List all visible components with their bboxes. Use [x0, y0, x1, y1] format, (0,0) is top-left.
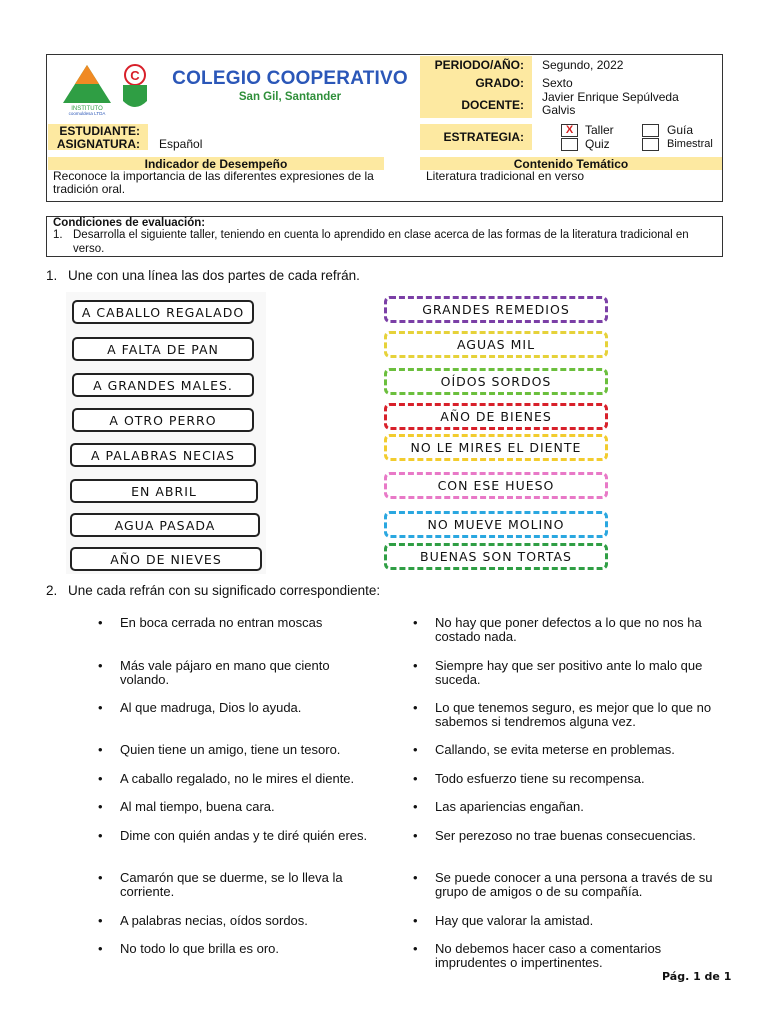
periodo-label: PERIODO/AÑO: [420, 56, 532, 74]
cooperativo-shield-icon [115, 63, 155, 113]
bullet-icon: • [98, 771, 103, 786]
school-city: San Gil, Santander [238, 91, 342, 103]
refran-right-item[interactable]: OÍDOS SORDOS [384, 368, 608, 395]
logo-text: INSTITUTO [71, 106, 103, 112]
bullet-icon: • [413, 700, 418, 715]
docente-label: DOCENTE: [420, 92, 532, 118]
meaning-left-item [98, 700, 378, 715]
taller-label: Taller [585, 123, 614, 137]
meaning-right-item [413, 870, 725, 899]
bullet-icon: • [98, 700, 103, 715]
meaning-right-item [413, 700, 725, 729]
indicador-value: Reconoce la importancia de las diferentes expresiones de la tradición oral. [53, 169, 374, 196]
meaning-right-text: Se puede conocer a una persona a través de su grupo de amigos o de su compañía. [435, 870, 713, 899]
logo-subtext: coomuldesa LTDA [68, 111, 106, 115]
meaning-right-text: No hay que poner defectos a lo que no nos ha costado nada. [435, 615, 702, 644]
meaning-left-text: Al que madruga, Dios lo ayuda. [120, 700, 302, 715]
question-1 [46, 268, 360, 283]
grado-label: GRADO: [420, 74, 532, 92]
meaning-left-text: Más vale pájaro en mano que ciento volando. [120, 658, 330, 687]
refran-right-item[interactable]: CON ESE HUESO [384, 472, 608, 499]
asignatura-value: Español [159, 136, 203, 151]
bullet-icon: • [413, 771, 418, 786]
logo-area [47, 55, 419, 121]
meaning-left-item [98, 799, 378, 814]
grado-value: Sexto [542, 75, 573, 90]
meaning-left-text: A palabras necias, oídos sordos. [120, 913, 308, 928]
refran-right-item[interactable]: NO LE MIRES EL DIENTE [384, 434, 608, 461]
quiz-label: Quiz [585, 137, 610, 151]
quiz-checkbox[interactable] [561, 138, 578, 151]
meaning-left-item [98, 870, 378, 899]
bullet-icon: • [98, 941, 103, 956]
meaning-left-item [98, 941, 378, 956]
bullet-icon: • [413, 870, 418, 885]
meaning-left-text: Dime con quién andas y te diré quién eres. [120, 828, 368, 843]
docente-value [536, 91, 722, 116]
bullet-icon: • [98, 828, 103, 843]
contenido-label: Contenido Temático [420, 157, 722, 170]
bimestral-label: Bimestral [667, 138, 713, 150]
bullet-icon: • [98, 658, 103, 673]
meaning-left-item [98, 828, 378, 843]
bullet-icon: • [413, 742, 418, 757]
school-name: COLEGIO COOPERATIVO [172, 68, 408, 89]
question-1-text: Une con una línea las dos partes de cada refrán. [68, 268, 360, 283]
meaning-left-text: Quien tiene un amigo, tiene un tesoro. [120, 742, 341, 757]
meaning-right-text: Siempre hay que ser positivo ante lo malo que suceda. [435, 658, 703, 687]
bullet-icon: • [98, 615, 103, 630]
estrategia-label: ESTRATEGIA: [420, 124, 532, 150]
refran-left-item[interactable]: A GRANDES MALES. [72, 373, 254, 397]
question-2-number: 2. [46, 583, 58, 598]
bullet-icon: • [413, 799, 418, 814]
meaning-right-text: Todo esfuerzo tiene su recompensa. [435, 771, 645, 786]
bimestral-checkbox[interactable] [642, 138, 659, 151]
meaning-right-item [413, 658, 725, 687]
docente-value-line2: Galvis [542, 102, 576, 117]
meaning-right-item [413, 615, 725, 644]
docente-value-line1: Javier Enrique Sepúlveda [542, 90, 679, 104]
contenido-value: Literatura tradicional en verso [426, 169, 585, 183]
refran-left-item[interactable]: A PALABRAS NECIAS [70, 443, 256, 467]
refran-left-item[interactable]: A OTRO PERRO [72, 408, 254, 432]
conditions-box [46, 216, 723, 257]
estudiante-label: ESTUDIANTE: [48, 124, 148, 137]
page-number: Pág. 1 de 1 [662, 970, 732, 983]
meaning-left-text: Al mal tiempo, buena cara. [120, 799, 275, 814]
meaning-left-item [98, 742, 378, 757]
meaning-right-text: No debemos hacer caso a comentarios imprudentes o impertinentes. [435, 941, 662, 970]
refran-right-item[interactable]: AÑO DE BIENES [384, 403, 608, 430]
periodo-value: Segundo, 2022 [542, 57, 624, 72]
meaning-left-item [98, 658, 378, 687]
bullet-icon: • [98, 870, 103, 885]
refran-right-item[interactable]: BUENAS SON TORTAS [384, 543, 608, 570]
bullet-icon: • [413, 658, 418, 673]
taller-checkbox[interactable]: X [561, 124, 578, 137]
meaning-right-item [413, 941, 725, 970]
question-2-text: Une cada refrán con su significado correspondiente: [68, 583, 381, 598]
header-box [46, 54, 723, 202]
meaning-left-text: En boca cerrada no entran moscas [120, 615, 323, 630]
meaning-left-text: A caballo regalado, no le mires el diente. [120, 771, 355, 786]
bullet-icon: • [413, 828, 418, 843]
refran-right-item[interactable]: AGUAS MIL [384, 331, 608, 358]
refran-left-item[interactable]: A FALTA DE PAN [72, 337, 254, 361]
meaning-right-text: Ser perezoso no trae buenas consecuencias. [435, 828, 696, 843]
meaning-left-item [98, 771, 378, 786]
refran-left-item[interactable]: EN ABRIL [70, 479, 258, 503]
meaning-right-item [413, 771, 725, 786]
meaning-left-item [98, 913, 378, 928]
meaning-left-text: No todo lo que brilla es oro. [120, 941, 279, 956]
refran-left-item[interactable]: AÑO DE NIEVES [70, 547, 262, 571]
bullet-icon: • [98, 799, 103, 814]
bullet-icon: • [413, 941, 418, 956]
question-1-number: 1. [46, 268, 58, 283]
meaning-right-item [413, 742, 725, 757]
bullet-icon: • [98, 913, 103, 928]
indicador-label: Indicador de Desempeño [48, 157, 384, 170]
meaning-right-item [413, 828, 725, 843]
asignatura-label: ASIGNATURA: [48, 137, 148, 150]
instituto-logo-icon [59, 63, 115, 115]
bullet-icon: • [413, 913, 418, 928]
meaning-left-text: Camarón que se duerme, se lo lleva la corriente. [120, 870, 343, 899]
meaning-right-text: Hay que valorar la amistad. [435, 913, 594, 928]
conditions-number: 1. [53, 229, 63, 241]
meaning-right-item [413, 913, 725, 928]
refran-right-item[interactable]: GRANDES REMEDIOS [384, 296, 608, 323]
svg-text:C: C [130, 68, 140, 83]
bullet-icon: • [413, 615, 418, 630]
guia-label: Guía [667, 123, 694, 137]
refran-left-item[interactable]: A CABALLO REGALADO [72, 300, 254, 324]
meaning-right-text: Las apariencias engañan. [435, 799, 584, 814]
question-2 [46, 583, 380, 598]
bullet-icon: • [98, 742, 103, 757]
guia-checkbox[interactable] [642, 124, 659, 137]
conditions-text: Desarrolla el siguiente taller, teniendo en cuenta lo aprendido en clase acerca de las formas de la literatura tradicional en verso. [73, 229, 689, 255]
conditions-title: Condiciones de evaluación: [53, 217, 206, 229]
meaning-right-item [413, 799, 725, 814]
meaning-right-text: Callando, se evita meterse en problemas. [435, 742, 675, 757]
refran-left-item[interactable]: AGUA PASADA [70, 513, 260, 537]
meaning-right-text: Lo que tenemos seguro, es mejor que lo que no sabemos si tendremos alguna vez. [435, 700, 712, 729]
meaning-left-item [98, 615, 378, 630]
refran-right-item[interactable]: NO MUEVE MOLINO [384, 511, 608, 538]
